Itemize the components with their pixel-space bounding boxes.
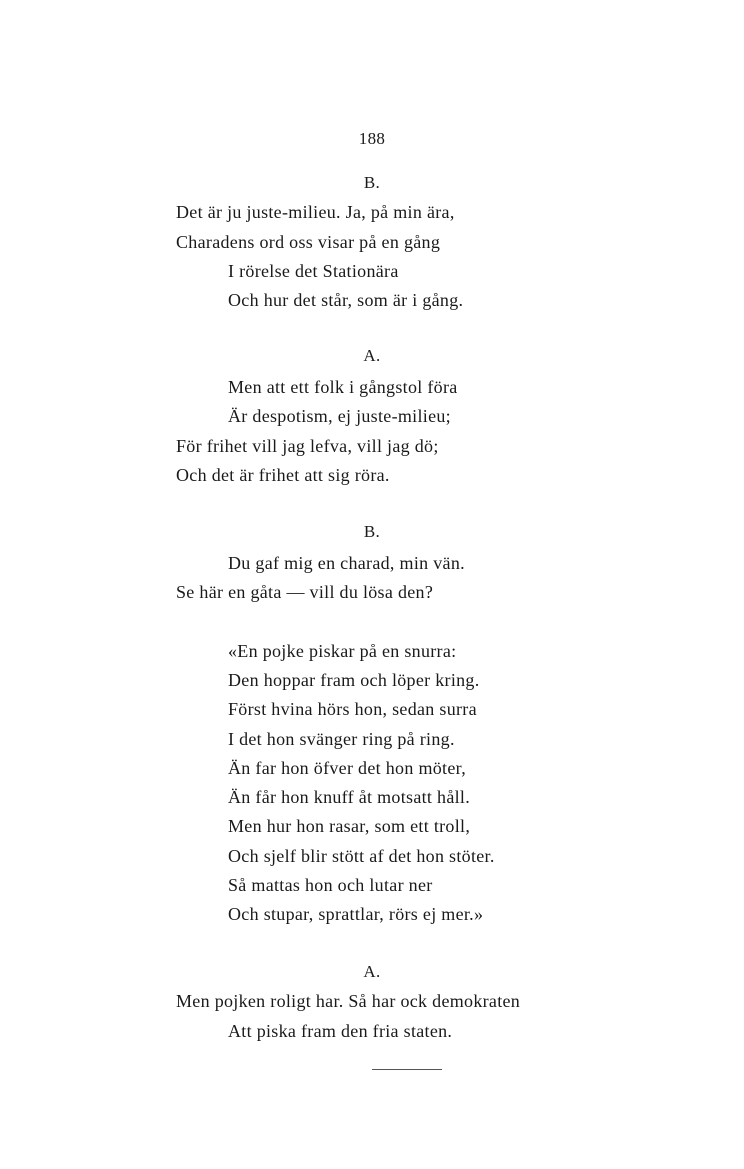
verse-line: Se här en gåta — vill du lösa den? [176,582,434,602]
verse-line: Men att ett folk i gångstol föra [228,377,458,397]
riddle-line: «En pojke piskar på en snurra: [228,641,457,661]
verse-line: Och det är frihet att sig röra. [176,465,390,485]
page-number: 188 [358,129,386,148]
speaker-label: A. [363,962,381,981]
riddle-line: Så mattas hon och lutar ner [228,875,433,895]
riddle-line: Och stupar, sprattlar, rörs ej mer.» [228,904,484,924]
riddle-line: Först hvina hörs hon, sedan surra [228,699,477,719]
verse-line: Men pojken roligt har. Så har ock demokraten [176,991,521,1011]
verse-line: Och hur det står, som är i gång. [228,290,464,310]
verse-line: Är despotism, ej juste-milieu; [228,406,451,426]
speaker-label: B. [363,173,381,192]
verse-line: Det är ju juste-milieu. Ja, på min ära, [176,202,455,222]
riddle-line: Än far hon öfver det hon möter, [228,758,467,778]
verse-line: Att piska fram den fria staten. [228,1021,453,1041]
riddle-line: I det hon svänger ring på ring. [228,729,455,749]
verse-line: Charadens ord oss visar på en gång [176,232,441,252]
verse-line: Du gaf mig en charad, min vän. [228,553,465,573]
closing-rule [372,1069,442,1070]
speaker-label: B. [363,522,381,541]
riddle-line: Den hoppar fram och löper kring. [228,670,480,690]
verse-line: För frihet vill jag lefva, vill jag dö; [176,436,439,456]
riddle-line: Än får hon knuff åt motsatt håll. [228,787,471,807]
speaker-label: A. [363,346,381,365]
riddle-line: Och sjelf blir stött af det hon stöter. [228,846,495,866]
verse-line: I rörelse det Stationära [228,261,399,281]
riddle-line: Men hur hon rasar, som ett troll, [228,816,471,836]
